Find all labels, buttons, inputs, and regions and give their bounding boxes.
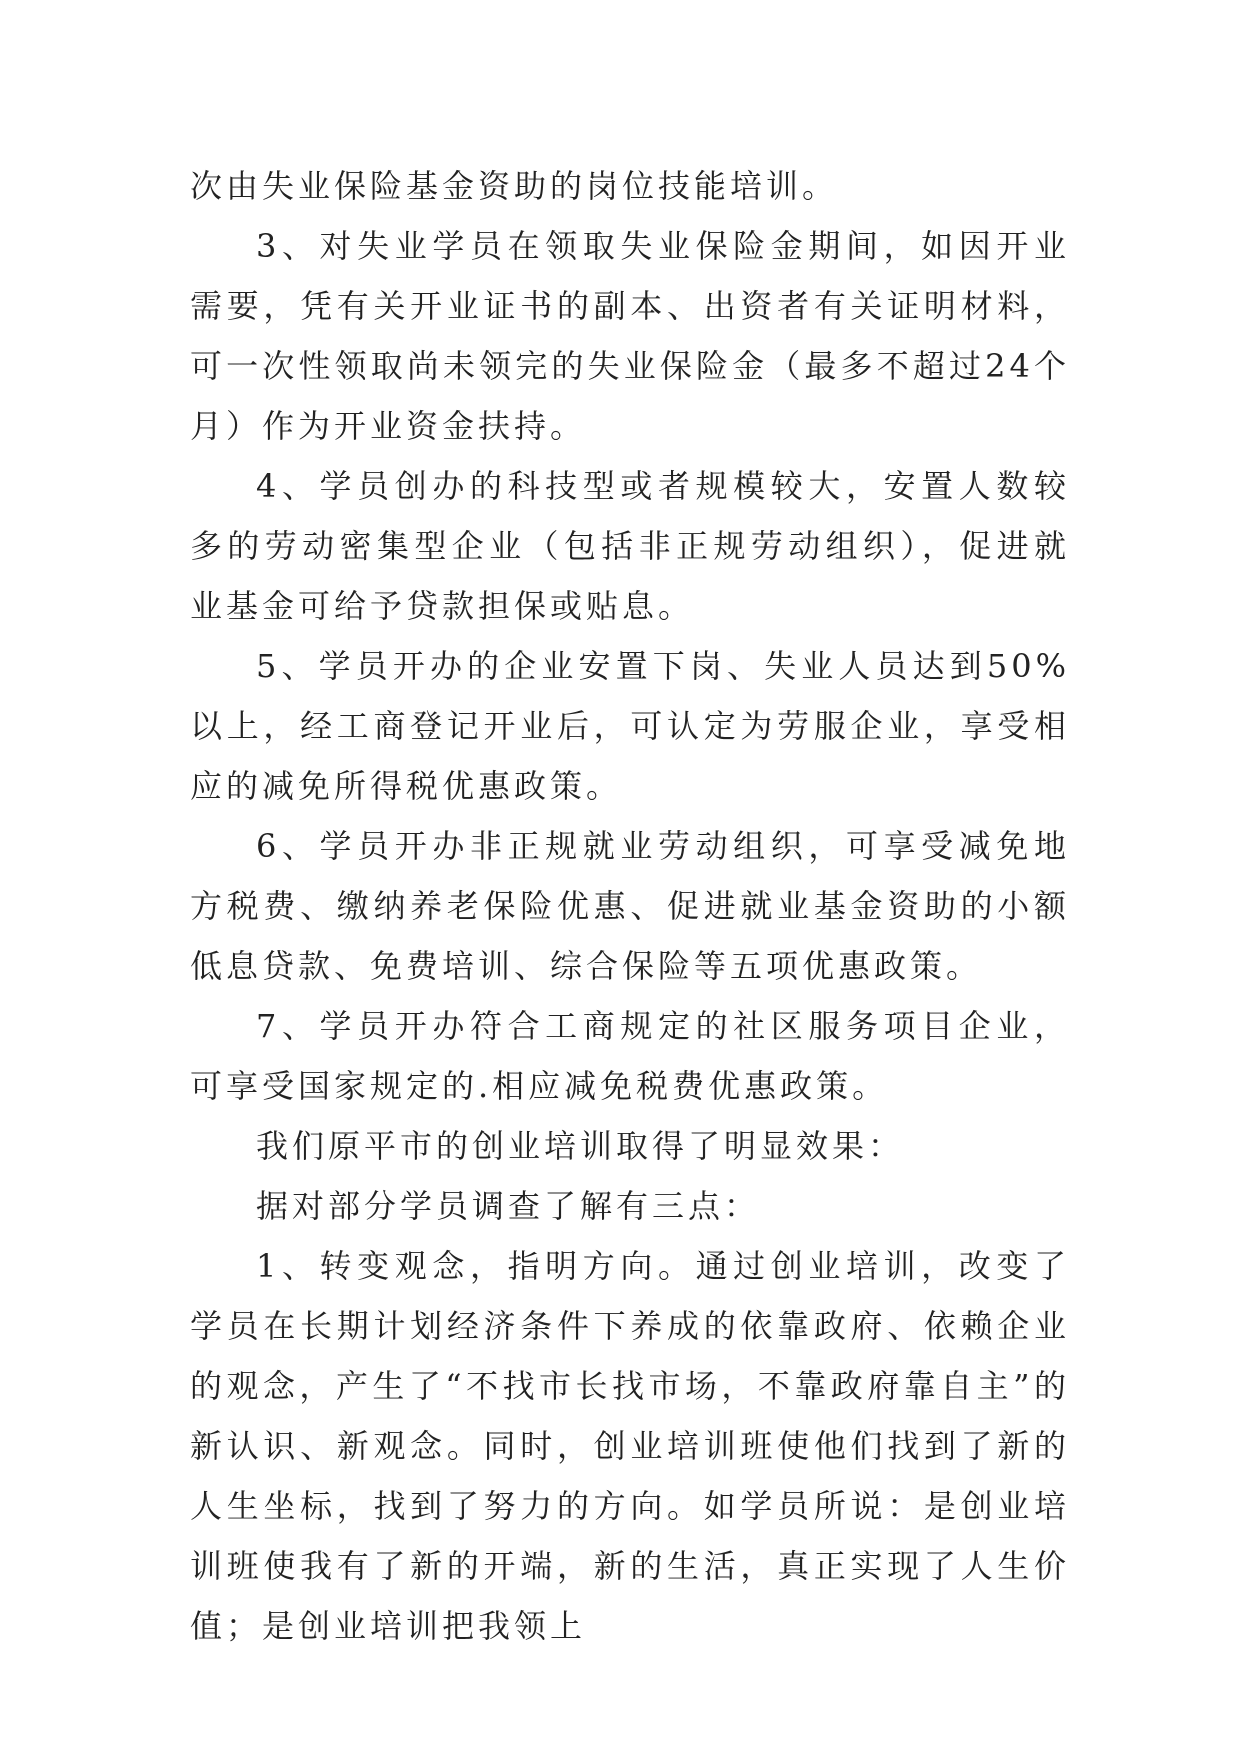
- document-body: [190, 156, 1070, 1656]
- paragraph-item-7: 7、学员开办符合工商规定的社区服务项目企业，可享受国家规定的.相应减免税费优惠政策。: [190, 1007, 1070, 1105]
- paragraph-item-4: 4、学员创办的科技型或者规模较大，安置人数较多的劳动密集型企业（包括非正规劳动组织），促进就业基金可给予贷款担保或贴息。: [190, 467, 1070, 625]
- paragraph-survey-intro: 据对部分学员调查了解有三点：: [256, 1187, 761, 1225]
- paragraph-results-intro: 我们原平市的创业培训取得了明显效果：: [256, 1127, 905, 1165]
- paragraph-item-3: 3、对失业学员在领取失业保险金期间，如因开业需要，凭有关开业证书的副本、出资者有关证明材料，可一次性领取尚未领完的失业保险金（最多不超过24个月）作为开业资金扶持。: [190, 227, 1070, 445]
- paragraph-item-5: 5、学员开办的企业安置下岗、失业人员达到50%以上，经工商登记开业后，可认定为劳服企业，享受相应的减免所得税优惠政策。: [190, 647, 1070, 805]
- paragraph-continuation: 次由失业保险基金资助的岗位技能培训。: [190, 167, 839, 205]
- paragraph-item-6: 6、学员开办非正规就业劳动组织，可享受减免地方税费、缴纳养老保险优惠、促进就业基金资助的小额低息贷款、免费培训、综合保险等五项优惠政策。: [190, 827, 1070, 985]
- paragraph-point-1: 1、转变观念，指明方向。通过创业培训，改变了学员在长期计划经济条件下养成的依靠政府、依赖企业的观念，产生了“不找市长找市场，不靠政府靠自主”的新认识、新观念。同时，创业培训班使他们找到了新的人生坐标，找到了努力的方向。如学员所说：是创业培训班使我有了新的开端，新的生活，真正实现了人生价值；是创业培训把我领上: [190, 1247, 1070, 1645]
